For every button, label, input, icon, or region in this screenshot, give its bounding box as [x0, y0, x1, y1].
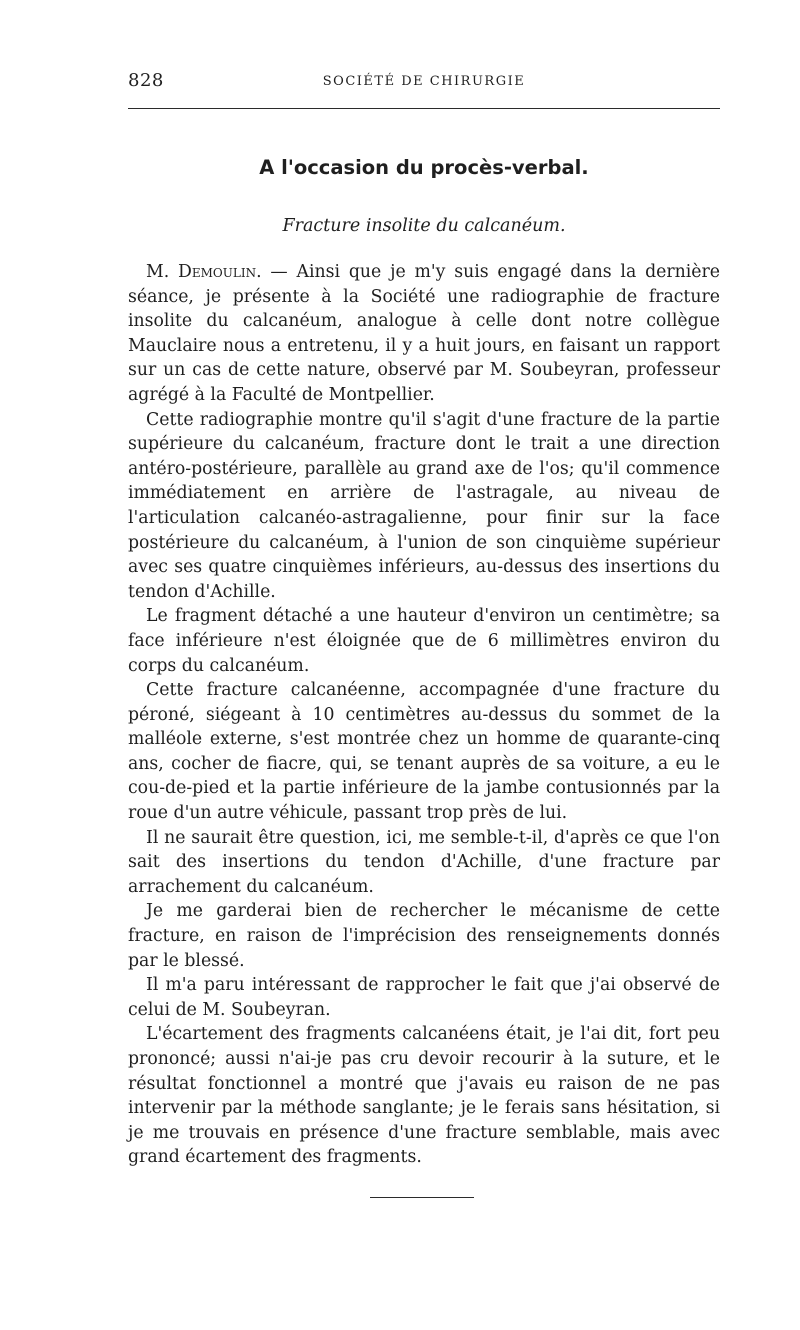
end-rule: [370, 1197, 474, 1198]
book-page: [128, 0, 720, 1330]
paragraph-3: Le fragment détaché a une hauteur d'environ un centimètre; sa face inférieure n'est éloignée que de 6 millimètres environ du corps du calcanéum.: [128, 606, 720, 676]
article-title: Fracture insolite du calcanéum.: [282, 216, 566, 236]
page-number: 828: [128, 70, 164, 91]
paragraph-4: Cette fracture calcanéenne, accompagnée d'une fracture du péroné, siégeant à 10 centimètres au-dessus du sommet de la malléole externe, s'est montrée chez un homme de quarante-cinq ans, cocher de fiacre, qui, se tenant auprès de sa voiture, a eu le cou-de-pied et la partie inférieure de la jambe contusionnés par la roue d'un autre véhicule, passant trop près de lui.: [128, 680, 720, 824]
paragraph-6: Je me garderai bien de rechercher le mécanisme de cette fracture, en raison de l'imprécision des renseignements donnés par le blessé.: [128, 901, 720, 971]
paragraph-2: Cette radiographie montre qu'il s'agit d'une fracture de la partie supérieure du calcanéum, fracture dont le trait a une direction antéro-postérieure, parallèle au grand axe de l'os; qu'il commence immédiatement en arrière de l'astragale, au niveau de l'articulation calcanéo-astragalienne, pour finir sur la face postérieure du calcanéum, à l'union de son cinquième supérieur avec ses quatre cinquièmes inférieurs, au-dessus des insertions du tendon d'Achille.: [128, 409, 720, 602]
author-suffix: .: [256, 262, 262, 282]
article-body: [128, 260, 720, 1170]
paragraph-8: L'écartement des fragments calcanéens était, je l'ai dit, fort peu prononcé; aussi n'ai-je pas cru devoir recourir à la suture, et le résultat fonctionnel a montré que j'avais eu raison de ne pas intervenir par la méthode sanglante; je le ferais sans hésitation, si je me trouvais en présence d'une fracture semblable, mais avec grand écartement des fragments.: [128, 1024, 720, 1168]
author-prefix: M.: [146, 262, 179, 282]
paragraph-1: [128, 260, 720, 408]
paragraph-7: Il m'a paru intéressant de rapprocher le fait que j'ai observé de celui de M. Soubeyran.: [128, 975, 720, 1020]
running-head: [128, 70, 720, 94]
header-rule: [128, 108, 720, 109]
paragraph-1-text: — Ainsi que je m'y suis engagé dans la dernière séance, je présente à la Société une radiographie de fracture insolite du calcanéum, analogue à celle dont notre collègue Mauclaire nous a entretenu, il y a huit jours, en faisant un rapport sur un cas de cette nature, observé par M. Soubeyran, professeur agrégé à la Faculté de Montpellier.: [128, 262, 721, 405]
section-title: A l'occasion du procès-verbal.: [259, 156, 589, 179]
paragraph-5: Il ne saurait être question, ici, me semble-t-il, d'après ce que l'on sait des insertions du tendon d'Achille, d'une fracture par arrachement du calcanéum.: [128, 827, 720, 897]
author-name: Demoulin: [178, 262, 257, 282]
journal-title: SOCIÉTÉ DE CHIRURGIE: [322, 74, 526, 89]
